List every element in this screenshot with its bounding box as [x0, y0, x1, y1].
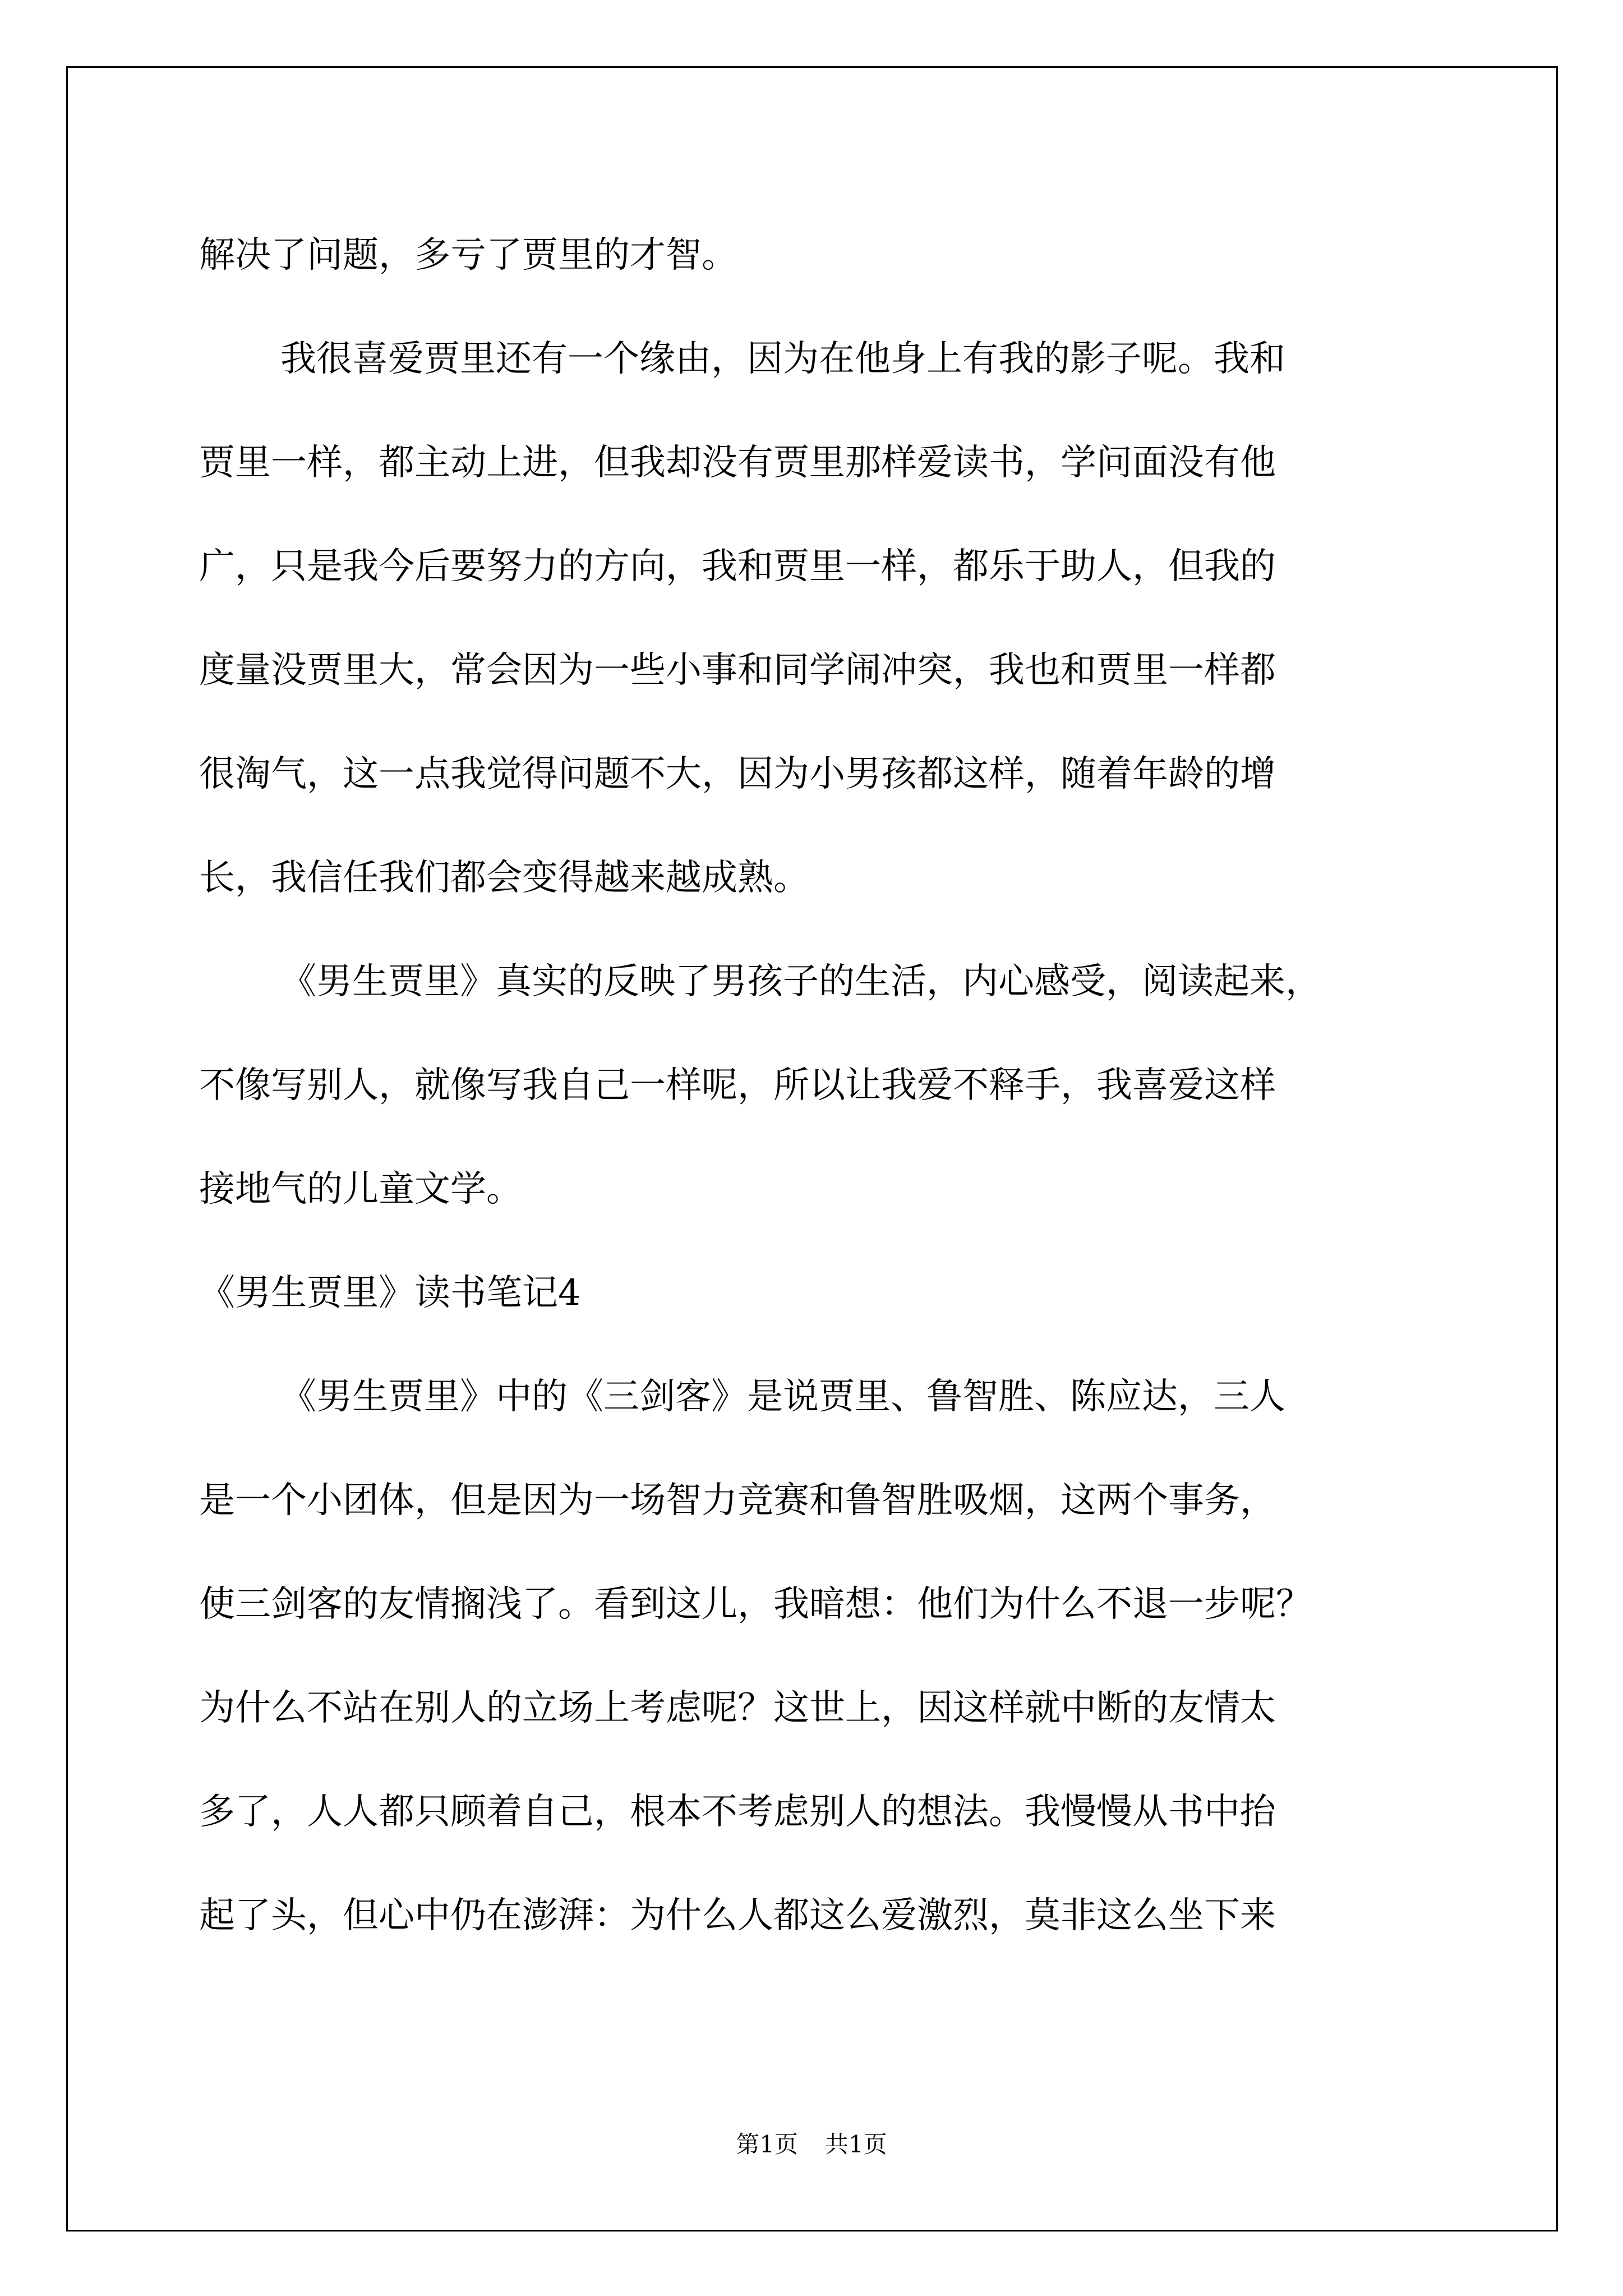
text-line: 长，我信任我们都会变得越来越成熟。: [199, 857, 809, 899]
page-number: 第1页: [736, 2131, 798, 2158]
text-line: 很淘气，这一点我觉得问题不大，因为小男孩都这样，随着年龄的增: [199, 753, 1276, 795]
paragraph-start-line: 《男生贾里》中的《三剑客》是说贾里、鲁智胜、陈应达，三人: [280, 1376, 1285, 1418]
text-line: 使三剑客的友情搁浅了。看到这儿，我暗想：他们为什么不退一步呢？: [199, 1584, 1312, 1625]
text-line: 多了，人人都只顾着自己，根本不考虑别人的想法。我慢慢从书中抬: [199, 1791, 1276, 1833]
text-line: 为什么不站在别人的立场上考虑呢？这世上，因这样就中断的友情太: [199, 1687, 1276, 1729]
text-line: 度量没贾里大，常会因为一些小事和同学闹冲突，我也和贾里一样都: [199, 650, 1276, 691]
paragraph-start-line: 我很喜爱贾里还有一个缘由，因为在他身上有我的影子呢。我和: [280, 338, 1285, 380]
text-line: 不像写别人，就像写我自己一样呢，所以让我爱不释手，我喜爱这样: [199, 1065, 1276, 1106]
page-footer: [0, 2129, 1623, 2160]
text-line: 解决了问题，多亏了贾里的才智。: [199, 234, 737, 276]
paragraph-start-line: 《男生贾里》真实的反映了男孩子的生活，内心感受，阅读起来，: [280, 961, 1321, 1002]
section-heading: 《男生贾里》读书笔记4: [199, 1272, 581, 1314]
text-line: 是一个小团体，但是因为一场智力竞赛和鲁智胜吸烟，这两个事务，: [199, 1480, 1276, 1521]
page-total: 共1页: [825, 2131, 887, 2158]
text-line: 贾里一样，都主动上进，但我却没有贾里那样爱读书，学问面没有他: [199, 442, 1276, 484]
text-line: 起了头，但心中仍在澎湃：为什么人都这么爱激烈，莫非这么坐下来: [199, 1895, 1276, 1936]
text-line: 广，只是我今后要努力的方向，我和贾里一样，都乐于助人，但我的: [199, 546, 1276, 587]
text-line: 接地气的儿童文学。: [199, 1168, 522, 1210]
